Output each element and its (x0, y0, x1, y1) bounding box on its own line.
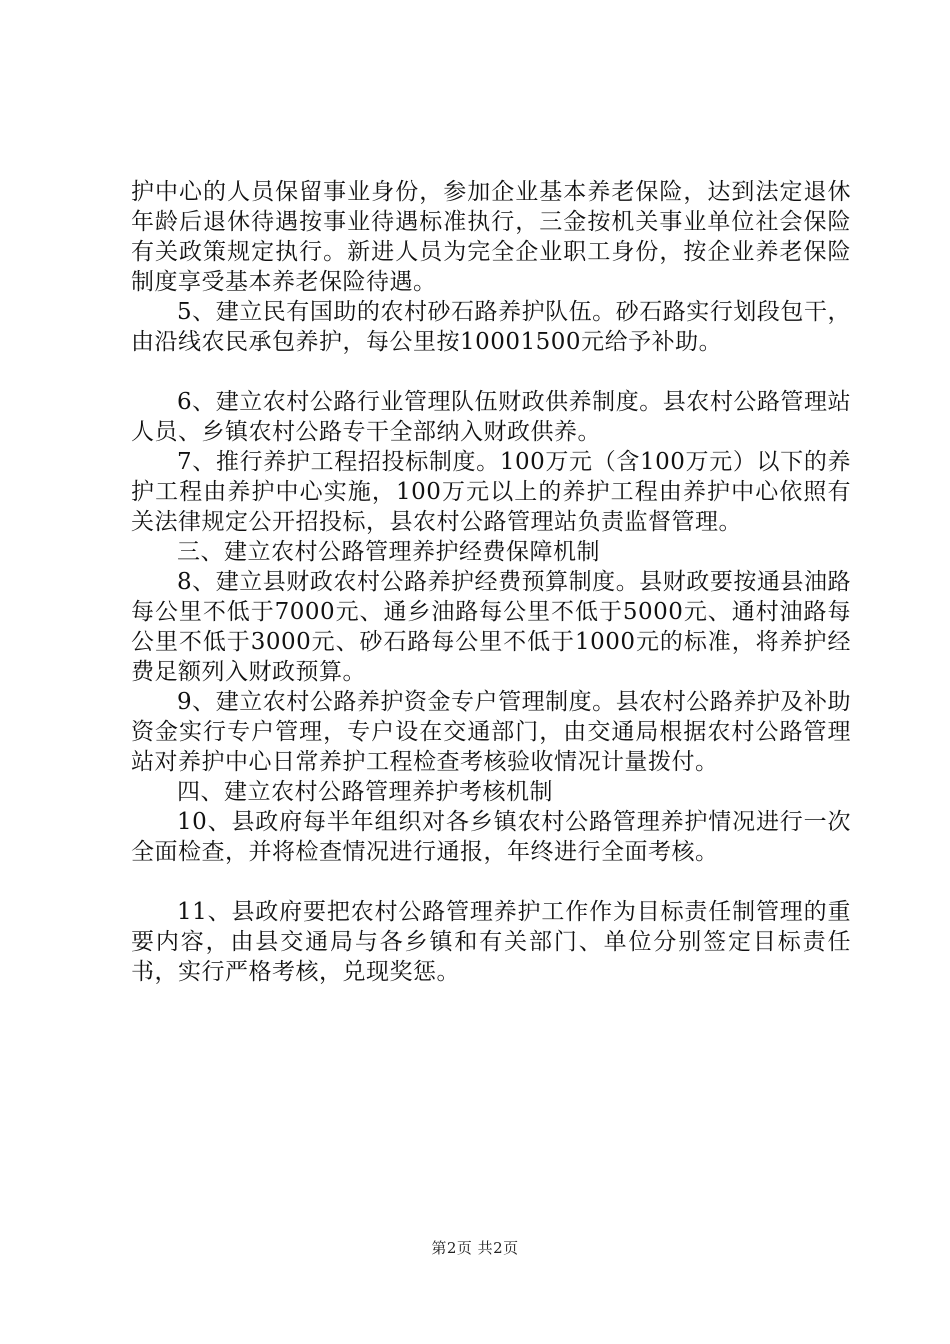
page-footer: 第2页 共2页 (431, 1239, 519, 1257)
paragraph: 9、建立农村公路养护资金专户管理制度。县农村公路养护及补助资金实行专户管理，专户设在交通部门，由交通局根据农村公路管理站对养护中心日常养护工程检查考核验收情况计量拨付。 (131, 689, 851, 775)
paragraph-gap (131, 867, 851, 897)
paragraph: 三、建立农村公路管理养护经费保障机制 (177, 539, 600, 565)
paragraph: 四、建立农村公路管理养护考核机制 (177, 779, 553, 805)
document-body (131, 177, 851, 987)
paragraph: 6、建立农村公路行业管理队伍财政供养制度。县农村公路管理站人员、乡镇农村公路专干全部纳入财政供养。 (131, 389, 851, 445)
paragraph: 7、推行养护工程招投标制度。100万元（含100万元）以下的养护工程由养护中心实施，100万元以上的养护工程由养护中心依照有关法律规定公开招投标，县农村公路管理站负责监督管理。 (131, 449, 851, 535)
paragraph: 5、建立民有国助的农村砂石路养护队伍。砂石路实行划段包干，由沿线农民承包养护，每公里按10001500元给予补助。 (131, 299, 851, 355)
paragraph: 护中心的人员保留事业身份，参加企业基本养老保险，达到法定退休年龄后退休待遇按事业待遇标准执行，三金按机关事业单位社会保险有关政策规定执行。新进人员为完全企业职工身份，按企业养老保险制度享受基本养老保险待遇。 (131, 179, 851, 295)
paragraph-gap (131, 357, 851, 387)
paragraph: 10、县政府每半年组织对各乡镇农村公路管理养护情况进行一次全面检查，并将检查情况进行通报，年终进行全面考核。 (131, 809, 851, 865)
paragraph: 11、县政府要把农村公路管理养护工作作为目标责任制管理的重要内容，由县交通局与各乡镇和有关部门、单位分别签定目标责任书，实行严格考核，兑现奖惩。 (131, 899, 851, 985)
paragraph: 8、建立县财政农村公路养护经费预算制度。县财政要按通县油路每公里不低于7000元、通乡油路每公里不低于5000元、通村油路每公里不低于3000元、砂石路每公里不低于1000元的标准，将养护经费足额列入财政预算。 (131, 569, 851, 685)
